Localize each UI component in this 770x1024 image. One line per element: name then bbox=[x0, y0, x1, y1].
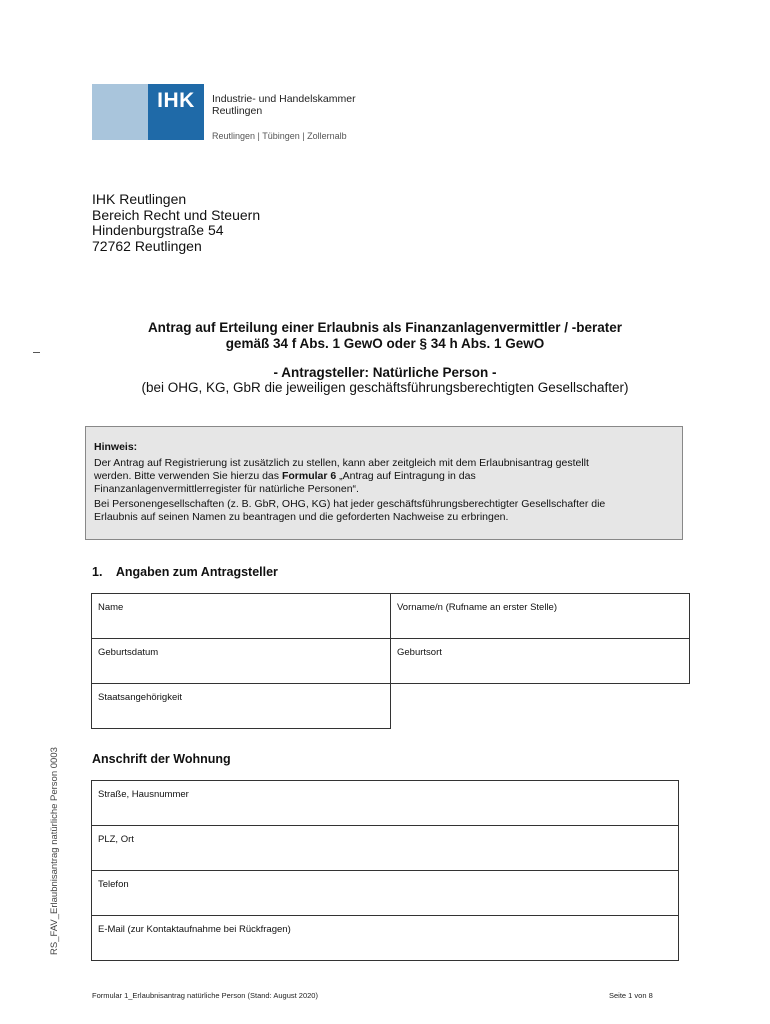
name-field[interactable] bbox=[91, 593, 391, 639]
geburtsort-field[interactable] bbox=[390, 638, 690, 684]
vorname-field[interactable] bbox=[390, 593, 690, 639]
footer-form-name: Formular 1_Erlaubnisantrag natürliche Person (Stand: August 2020) bbox=[92, 991, 318, 1000]
plz-ort-field[interactable] bbox=[91, 825, 679, 871]
hinweis-p1-line3: Finanzanlagenvermittlerregister für natürliche Personen“. bbox=[94, 483, 359, 495]
address-line2: Bereich Recht und Steuern bbox=[92, 206, 261, 223]
strasse-field[interactable] bbox=[91, 780, 679, 826]
telefon-field-label: Telefon bbox=[98, 879, 129, 890]
hinweis-p1-line2-post: „Antrag auf Eintragung in das bbox=[336, 470, 476, 482]
ihk-name-line1: Industrie- und Handelskammer bbox=[212, 93, 356, 105]
address-line3: Hindenburgstraße 54 bbox=[92, 222, 224, 238]
hinweis-heading: Hinweis: bbox=[94, 441, 138, 453]
email-field[interactable] bbox=[91, 915, 679, 961]
address-line1: IHK Reutlingen bbox=[92, 191, 187, 207]
plz-ort-field-label: PLZ, Ort bbox=[98, 834, 134, 845]
ihk-logo-letters: IHK bbox=[157, 89, 195, 112]
form-title bbox=[0, 320, 770, 352]
form-subtitle: - Antragsteller: Natürliche Person - bbox=[273, 365, 497, 380]
staatsangehoerigkeit-field[interactable] bbox=[91, 683, 391, 729]
ihk-logo-towns: Reutlingen | Tübingen | Zollernalb bbox=[212, 131, 347, 141]
geburtsdatum-field-label: Geburtsdatum bbox=[98, 647, 159, 658]
telefon-field[interactable] bbox=[91, 870, 679, 916]
vorname-field-label: Vorname/n (Rufname an erster Stelle) bbox=[397, 602, 557, 613]
hinweis-box bbox=[85, 426, 683, 540]
hinweis-p2-line1: Bei Personengesellschaften (z. B. GbR, OHG, KG) hat jeder geschäftsführungsberechtigter Gesellschafter die bbox=[94, 498, 606, 510]
section-2-heading: Anschrift der Wohnung bbox=[92, 752, 231, 766]
form-title-line1: Antrag auf Erteilung einer Erlaubnis als Finanzanlagenvermittler / -berater bbox=[147, 320, 623, 335]
hinweis-p1-line1: Der Antrag auf Registrierung ist zusätzlich zu stellen, kann aber zeitgleich mit dem Erlaubnisantrag gestellt bbox=[94, 457, 589, 469]
hinweis-paragraph-2 bbox=[94, 498, 674, 524]
form-subtitle-note: (bei OHG, KG, GbR die jeweiligen geschäftsführungsberechtigten Gesellschafter) bbox=[141, 380, 629, 395]
staatsangehoerigkeit-field-label: Staatsangehörigkeit bbox=[98, 692, 182, 703]
ihk-logo bbox=[92, 84, 204, 140]
name-field-label: Name bbox=[98, 602, 124, 613]
ihk-logo-name bbox=[212, 93, 356, 117]
strasse-field-label: Straße, Hausnummer bbox=[98, 789, 189, 800]
ihk-logo-mark bbox=[148, 84, 204, 140]
ihk-name-line2: Reutlingen bbox=[212, 105, 263, 117]
geburtsdatum-field[interactable] bbox=[91, 638, 391, 684]
hinweis-paragraph-1 bbox=[94, 457, 674, 496]
section-1-heading: 1. Angaben zum Antragsteller bbox=[92, 565, 278, 579]
hinweis-p2-line2: Erlaubnis auf seinen Namen zu beantragen und die geforderten Nachweise zu erbringen. bbox=[94, 511, 509, 523]
email-field-label: E-Mail (zur Kontaktaufnahme bei Rückfragen) bbox=[98, 924, 291, 935]
geburtsort-field-label: Geburtsort bbox=[397, 647, 442, 658]
document-id-side-text: RS_FAV_Erlaubnisantrag natürliche Person 0003 bbox=[49, 747, 60, 955]
hinweis-formular-6: Formular 6 bbox=[281, 470, 337, 482]
footer-page-number: Seite 1 von 8 bbox=[609, 991, 653, 1000]
recipient-address bbox=[92, 192, 260, 254]
fold-mark bbox=[33, 352, 40, 353]
hinweis-p1-line2-pre: werden. Bitte verwenden Sie hierzu das bbox=[94, 470, 282, 482]
address-line4: 72762 Reutlingen bbox=[92, 237, 202, 254]
form-title-line2: gemäß 34 f Abs. 1 GewO oder § 34 h Abs. 1 GewO bbox=[225, 336, 545, 351]
